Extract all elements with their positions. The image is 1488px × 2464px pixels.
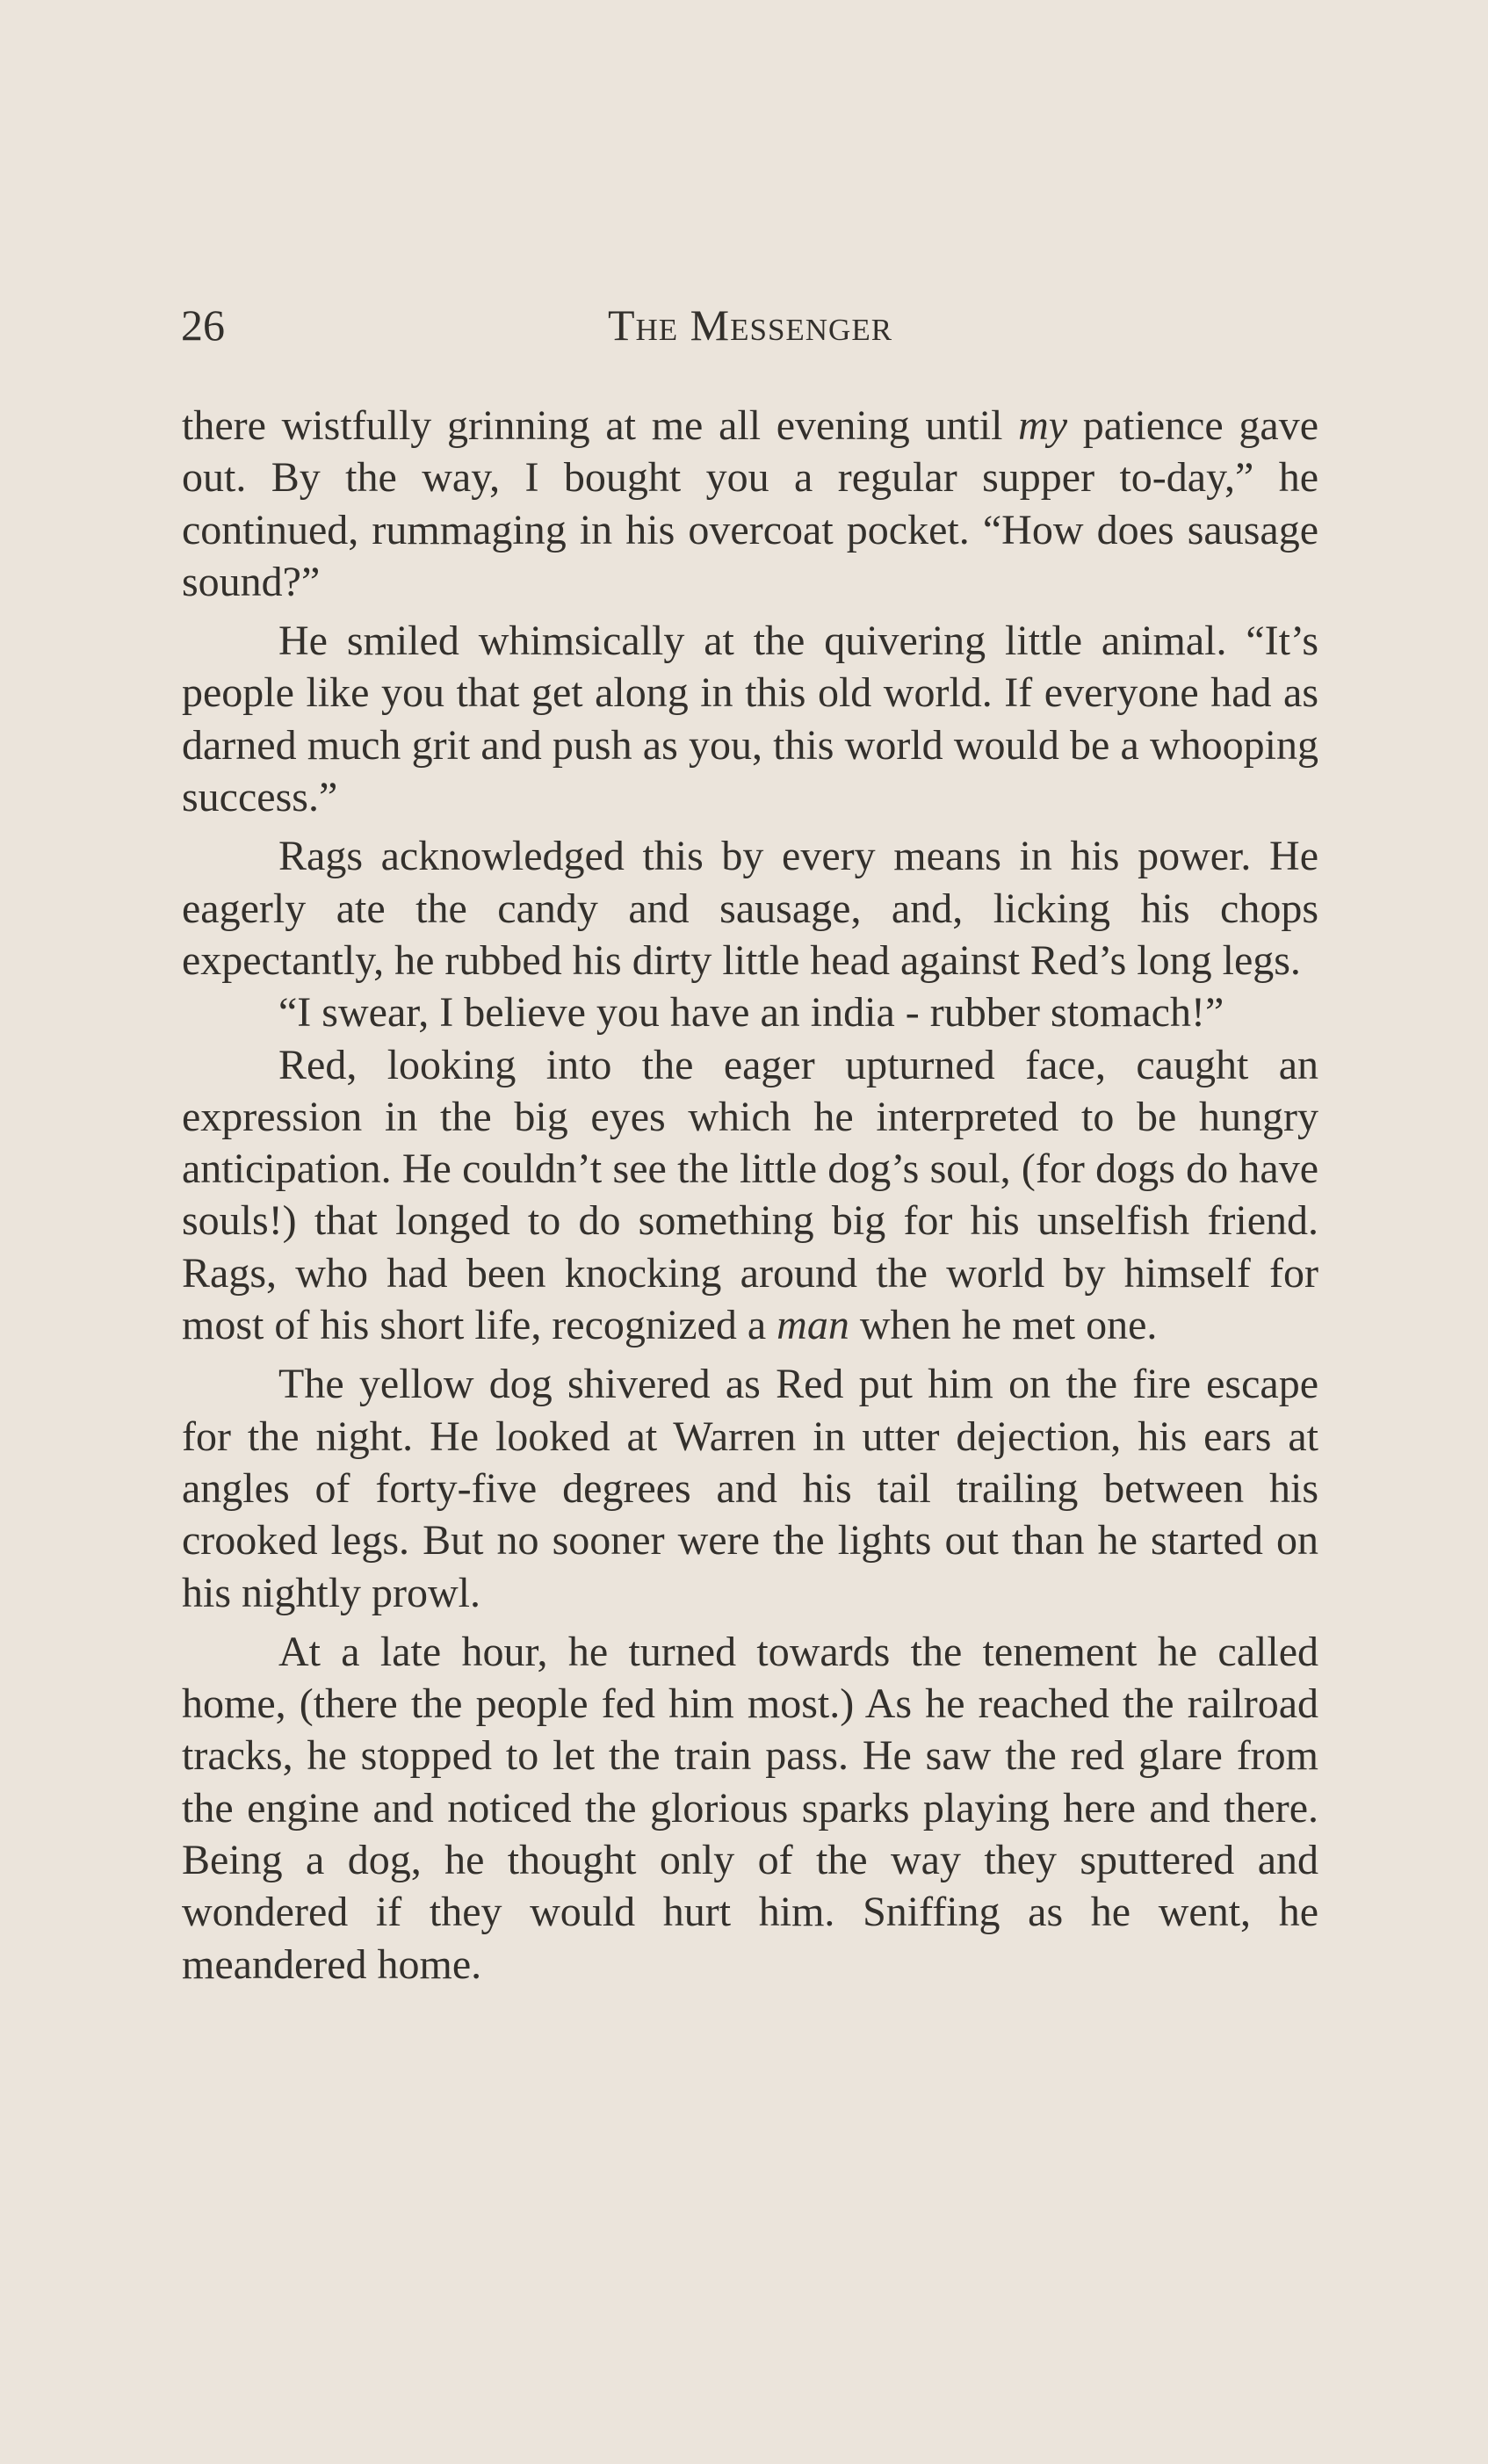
- running-head-title: The Messenger: [607, 300, 893, 350]
- paragraph-2-text: He smiled whimsically at the quivering little animal. “It’s people like you that get along in this old world. If everyone had as darned much grit and push as you, this world would be a whooping success.”: [182, 618, 1318, 821]
- paragraph-4-text: “I swear, I believe you have an india - rubber stomach!”: [278, 989, 1224, 1037]
- paragraph-7: [182, 1626, 1318, 1991]
- paragraph-5: [182, 1039, 1318, 1352]
- paragraph-5-text-b: when he met one.: [849, 1302, 1158, 1349]
- paragraph-5-text-a: Red, looking into the eager upturned face, caught an expression in the big eyes which he interpreted to be hungry anticipation. He couldn’t see the little dog’s soul, (for dogs do have souls!) that longed to do something big for his unselfish friend. Rags, who had been knocking around the world by himself for most of his short life, recognized a: [182, 1041, 1318, 1349]
- paragraph-3-text: Rags acknowledged this by every means in his power. He eagerly ate the candy and sausage, and, licking his chops expectantly, he rubbed his dirty little head against Red’s long legs.: [182, 833, 1318, 984]
- page-number: 26: [181, 300, 225, 350]
- paragraph-1-text-b: patience gave out. By the way, I bought you a regular supper to-day,” he continued, rummaging in his overcoat pocket. “How does sausage sound?”: [182, 402, 1319, 605]
- paragraph-5-italic: man: [777, 1302, 849, 1349]
- page-header: [181, 294, 1319, 356]
- paragraph-1-italic: my: [1018, 402, 1068, 449]
- paragraph-7-text: At a late hour, he turned towards the tenement he called home, (there the people fed him most.) As he reached the railroad tracks, he stopped to let the train pass. He saw the red glare from the engine and noticed the glorious sparks playing here and there. Being a dog, he thought only of the way they sputtered and wondered if they would hurt him. Sniffing as he went, he meandered home.: [182, 1628, 1318, 1988]
- body-text: [182, 400, 1318, 1991]
- paragraph-3: [182, 830, 1318, 986]
- paragraph-6-text: The yellow dog shivered as Red put him on the fire escape for the night. He looked at Warren in utter dejection, his ears at angles of forty-five degrees and his tail trailing between his crooked legs. But no sooner were the lights out than he started on his nightly prowl.: [182, 1361, 1318, 1616]
- paragraph-2: [182, 615, 1318, 823]
- paragraph-1: [182, 400, 1318, 608]
- paragraph-4: [182, 986, 1318, 1038]
- paragraph-6: [182, 1358, 1318, 1618]
- paragraph-1-text-a: there wistfully grinning at me all evening until: [182, 402, 1019, 449]
